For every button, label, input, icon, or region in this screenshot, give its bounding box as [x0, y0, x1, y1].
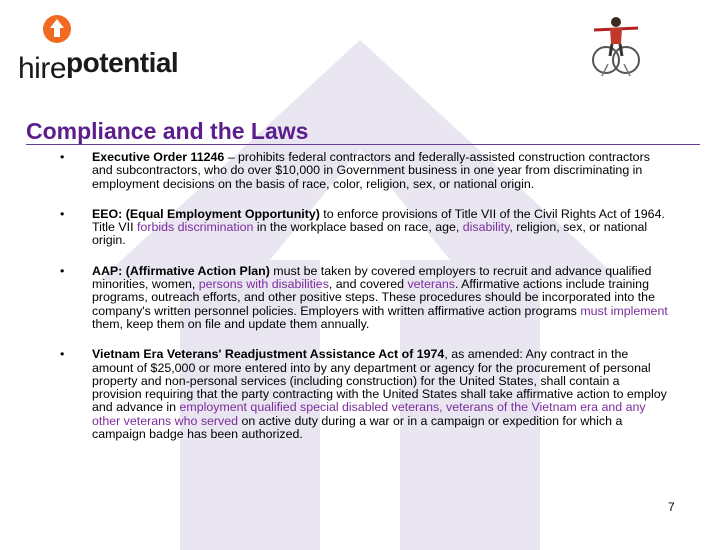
law-text: in the workplace based on race, age, — [253, 220, 463, 235]
highlight-link[interactable]: disability — [462, 220, 510, 235]
logo-hire: hire — [18, 52, 67, 85]
law-text: must be taken by covered employers to recruit and advance qualified minorities, women, — [92, 263, 652, 292]
list-item — [60, 265, 672, 331]
law-text: , as amended: Any contract in the amount of $25,000 or more entered into by any department or agency for the procurement of personal property and non-personal services (including construction) for the United States, shall contain a provision requiring that the party contracting with the United States shall take affirmative action to employ and advance in — [92, 347, 667, 415]
logo-up-arrow-icon — [42, 14, 72, 44]
title-divider — [26, 144, 700, 145]
hirepotential-logo — [14, 10, 184, 90]
bullet: • — [60, 150, 65, 164]
law-list — [60, 151, 672, 458]
list-item — [60, 208, 672, 248]
highlight-link[interactable]: persons with disabilities — [198, 277, 329, 292]
list-item — [60, 151, 672, 191]
law-name: AAP: (Affirmative Action Plan) — [92, 263, 270, 278]
law-text: , religion, sex, or national origin. — [92, 220, 648, 248]
highlight-link[interactable]: must implement — [580, 303, 668, 318]
law-name: Vietnam Era Veterans' Readjustment Assistance Act of 1974 — [92, 347, 445, 362]
law-text: . Affirmative actions include training programs, outreach efforts, and other positive steps. These procedures should be incorporated into the company's written personnel policies. Employers with written affirmative action programs — [92, 277, 655, 318]
law-name: Executive Order 11246 — [92, 150, 225, 164]
bullet: • — [60, 347, 65, 362]
highlight-link[interactable]: forbids discrimination — [136, 220, 254, 235]
law-description: – prohibits federal contractors and federally-assisted construction contractors and subcontractors, who do over $10,000 in Government business in one year from discriminating in employment decisions on the basis of race, color, religion, sex, or national origin. — [92, 150, 650, 191]
law-text: to enforce provisions of Title VII of the Civil Rights Act of 1964. Title VII — [92, 206, 665, 235]
law-name: EEO: (Equal Employment Opportunity) — [92, 206, 320, 221]
bullet: • — [60, 206, 65, 221]
list-item — [60, 348, 672, 441]
law-text: them, keep them on file and update them annually. — [92, 316, 370, 331]
highlight-link[interactable]: veterans — [407, 277, 455, 292]
law-text: , and covered — [328, 277, 408, 292]
page-number: 7 — [668, 500, 675, 514]
highlight-link[interactable]: employment qualified special disabled veterans, veterans of the Vietnam era and any other veterans who served — [92, 400, 646, 428]
logo-wordmark — [18, 47, 179, 86]
wheelchair-athlete-icon — [588, 14, 644, 78]
page-title: Compliance and the Laws — [26, 118, 309, 144]
bullet: • — [60, 263, 65, 278]
law-text: on active duty during a war or in a campaign or expedition for which a campaign badge has been authorized. — [92, 413, 623, 442]
logo-potential: potential — [66, 47, 179, 78]
